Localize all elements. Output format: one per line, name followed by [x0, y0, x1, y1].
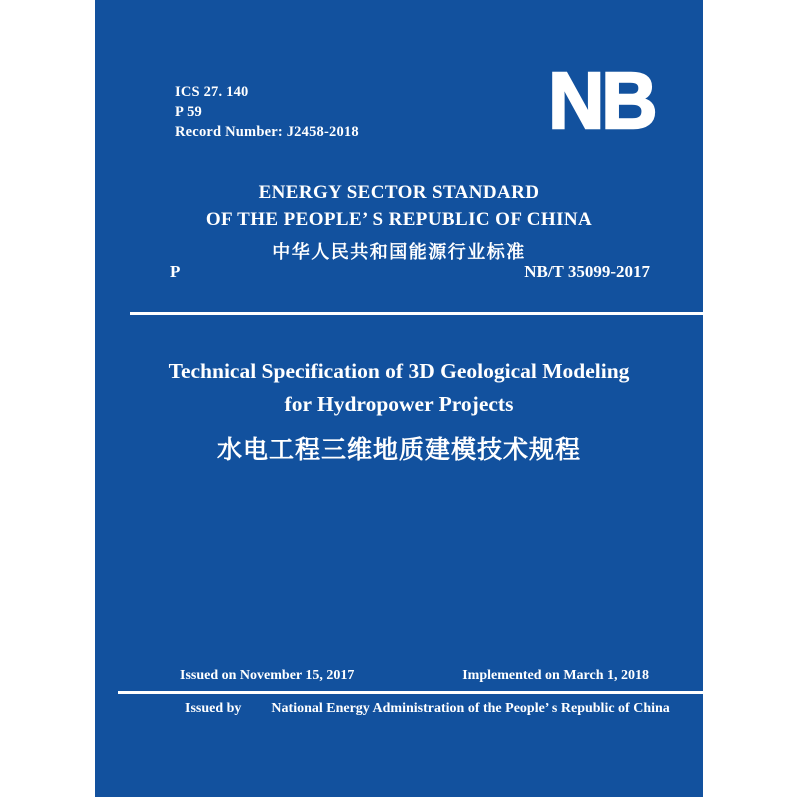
- standard-name-block: [95, 179, 703, 264]
- bottom-divider: [118, 691, 703, 694]
- standard-name-en-line2: OF THE PEOPLE’ S REPUBLIC OF CHINA: [205, 209, 593, 230]
- title-block: [95, 355, 703, 466]
- p-mark: P: [170, 262, 181, 281]
- title-zh: 水电工程三维地质建模技术规程: [216, 436, 581, 464]
- implemented-date: Implemented on March 1, 2018: [462, 668, 649, 683]
- nb-logo: NB: [548, 56, 655, 145]
- issued-by-row: [185, 701, 670, 717]
- standard-name-en-line1: ENERGY SECTOR STANDARD: [258, 182, 540, 203]
- standard-code: NB/T 35099-2017: [524, 262, 650, 281]
- title-en-line2: for Hydropower Projects: [284, 392, 514, 416]
- standard-name-zh: 中华人民共和国能源行业标准: [272, 242, 526, 262]
- cover-page: [95, 0, 703, 797]
- classification-block: [175, 82, 359, 142]
- dates-row: [180, 668, 649, 684]
- title-en-line1: Technical Specification of 3D Geological Modeling: [168, 359, 630, 383]
- issued-by-label: Issued by: [185, 701, 242, 716]
- p-classification: P 59: [175, 104, 202, 120]
- issued-date: Issued on November 15, 2017: [180, 668, 355, 683]
- record-number: Record Number: J2458-2018: [175, 124, 359, 140]
- spacer: [241, 701, 271, 717]
- code-row: [170, 262, 650, 282]
- top-divider: [130, 312, 703, 315]
- issued-by-value: National Energy Administration of the People’ s Republic of China: [271, 701, 670, 716]
- ics-code: ICS 27. 140: [175, 84, 249, 100]
